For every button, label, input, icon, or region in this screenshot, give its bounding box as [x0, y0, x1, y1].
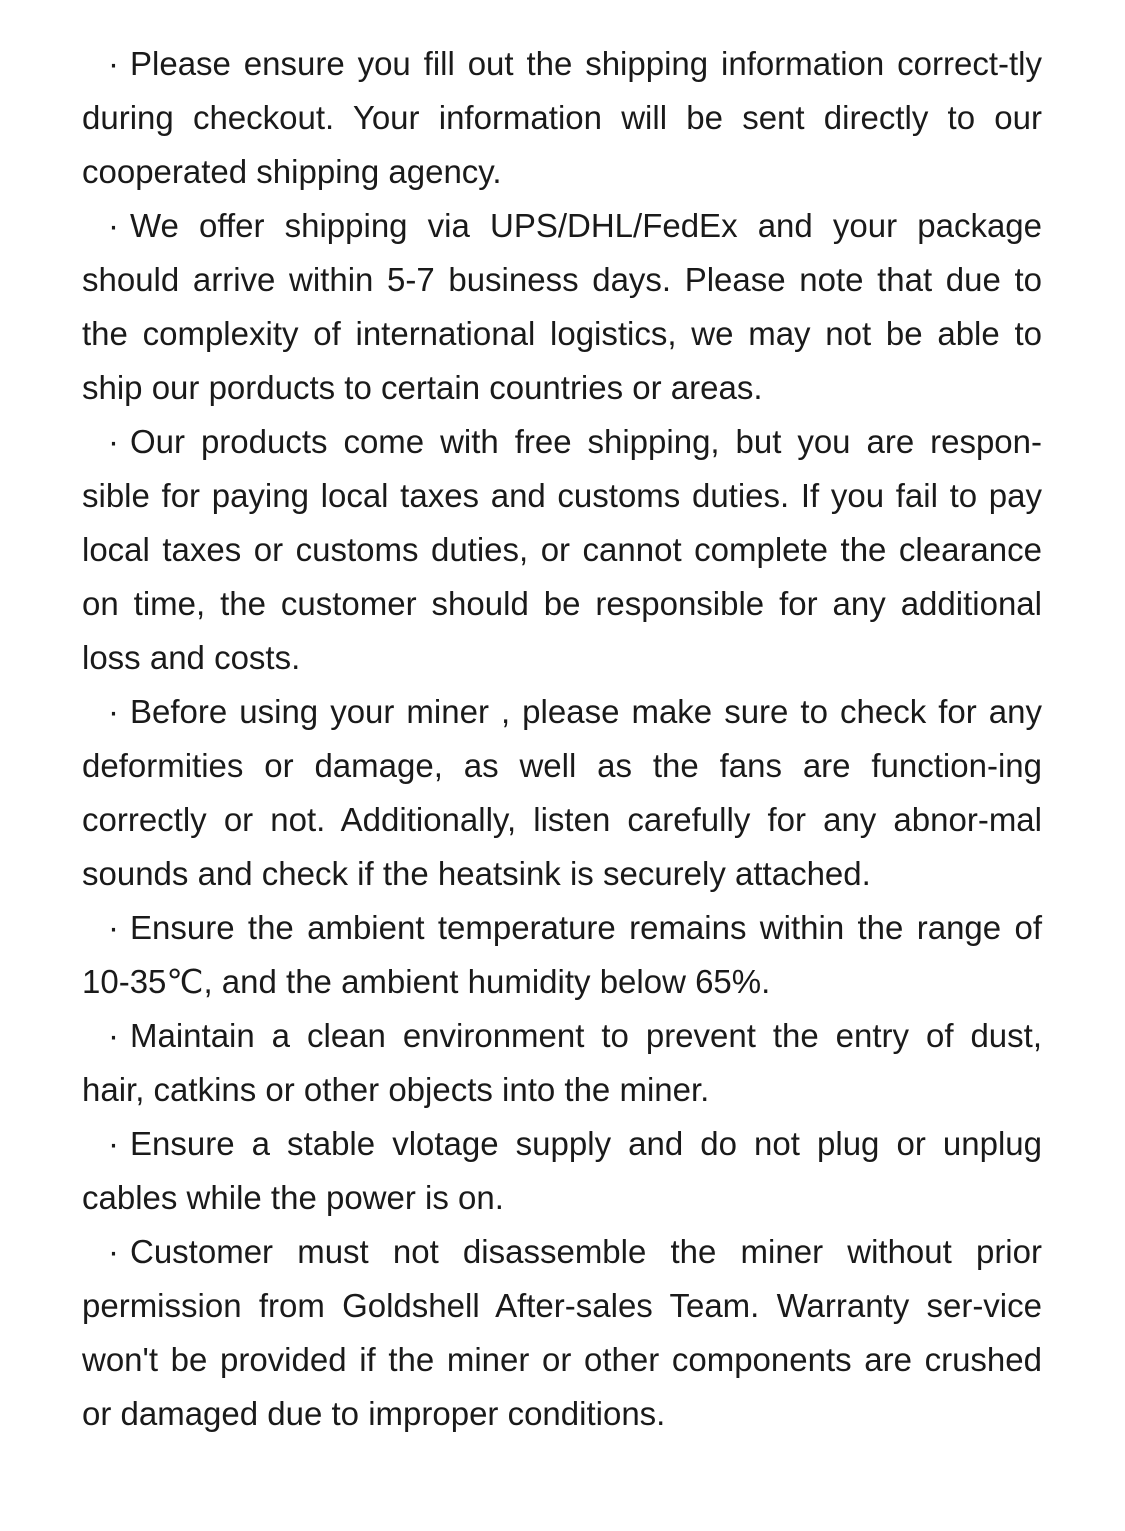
bullet-dot: ·	[108, 1233, 119, 1270]
notice-text: Our products come with free shipping, but you are respon-sible for paying local taxes and customs duties. If you fail to pay local taxes or customs duties, or cannot complete the clearance on time, the customer should be responsible for any additional loss and costs.	[82, 423, 1042, 676]
bullet-dot: ·	[108, 1017, 119, 1054]
notice-text: Ensure a stable vlotage supply and do not plug or unplug cables while the power is on.	[82, 1125, 1042, 1216]
notice-paragraph-8	[82, 1225, 1042, 1441]
bullet-dot: ·	[108, 693, 119, 730]
notice-text: Please ensure you fill out the shipping information correct-tly during checkout. Your information will be sent directly to our cooperated shipping agency.	[82, 45, 1042, 190]
notice-paragraph-3	[82, 415, 1042, 685]
bullet-dot: ·	[108, 423, 119, 460]
bullet-dot: ·	[108, 909, 119, 946]
shipping-notice-document	[82, 37, 1042, 1441]
notice-paragraph-5	[82, 901, 1042, 1009]
notice-text: Ensure the ambient temperature remains within the range of 10-35℃, and the ambient humidity below 65%.	[82, 909, 1042, 1000]
bullet-dot: ·	[108, 1125, 119, 1162]
bullet-dot: ·	[108, 45, 119, 82]
notice-paragraph-2	[82, 199, 1042, 415]
bullet-dot: ·	[108, 207, 119, 244]
notice-text: We offer shipping via UPS/DHL/FedEx and your package should arrive within 5-7 business days. Please note that due to the complexity of international logistics, we may not be able to ship our porducts to certain countries or areas.	[82, 207, 1042, 406]
notice-paragraph-1	[82, 37, 1042, 199]
notice-text: Maintain a clean environment to prevent the entry of dust, hair, catkins or other objects into the miner.	[82, 1017, 1042, 1108]
notice-paragraph-4	[82, 685, 1042, 901]
notice-paragraph-6	[82, 1009, 1042, 1117]
notice-text: Customer must not disassemble the miner without prior permission from Goldshell After-sales Team. Warranty ser-vice won't be provided if the miner or other components are crushed or damaged due to improper conditions.	[82, 1233, 1042, 1432]
notice-text: Before using your miner , please make sure to check for any deformities or damage, as well as the fans are function-ing correctly or not. Additionally, listen carefully for any abnor-mal sounds and check if the heatsink is securely attached.	[82, 693, 1042, 892]
notice-paragraph-7	[82, 1117, 1042, 1225]
